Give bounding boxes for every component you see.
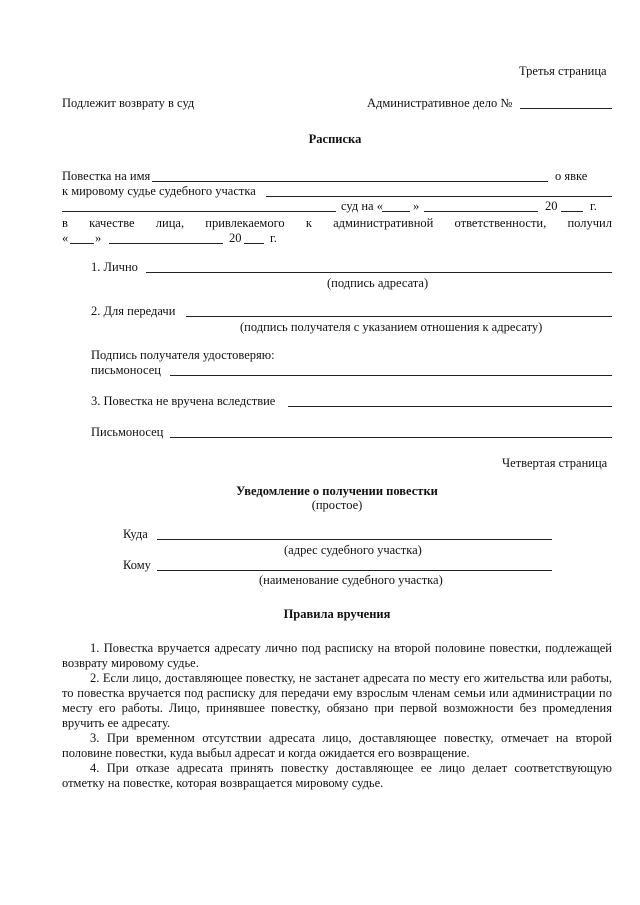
notice-title: Уведомление о получении повестки — [236, 484, 438, 498]
rule-paragraph: 2. Если лицо, доставляющее повестку, не застанет адресата по месту его жительства или работы, то повестка вручается под расписку для передачи ему взрослым членам семьи или администрации по месту его работы. Лицо, принявшее повестку, обязано при первой возможности без промедления вручить ее адресату. — [62, 671, 612, 730]
court-section-field[interactable] — [266, 196, 612, 197]
page4-label: Четвертая страница — [502, 456, 608, 470]
postman-label-1: письмоносец — [91, 363, 161, 377]
whom-label: Кому — [123, 558, 151, 572]
judge-label: к мировому судье судебного участка — [62, 184, 256, 198]
rules-title: Правила вручения — [283, 607, 391, 621]
received-year-prefix: 20 — [229, 231, 242, 245]
received-month-field[interactable] — [109, 243, 223, 244]
admin-case-label: Административное дело № — [367, 96, 513, 110]
received-day-field[interactable] — [70, 243, 94, 244]
received-year-field[interactable] — [244, 243, 264, 244]
court-date-close-quote: » — [413, 199, 420, 213]
item1-caption: (подпись адресата) — [327, 276, 429, 290]
role-line — [62, 216, 612, 231]
court-date-prefix: суд на « — [341, 199, 383, 213]
admin-case-number-field[interactable] — [520, 108, 612, 109]
rule-paragraph: 1. Повестка вручается адресату лично под расписку на второй половине повестки, подлежащей возврату мировому судье. — [62, 641, 612, 670]
certify-label: Подпись получателя удостоверяю: — [91, 348, 275, 362]
received-year-suffix: г. — [270, 231, 277, 245]
page3-label: Третья страница — [519, 64, 607, 78]
item1-label: 1. Лично — [91, 260, 138, 274]
addressee-signature-field[interactable] — [146, 272, 612, 273]
role-word: административной — [333, 216, 434, 230]
postman-label-2: Письмоносец — [91, 425, 164, 439]
whom-caption: (наименование судебного участка) — [259, 573, 443, 587]
role-word: в — [62, 216, 68, 230]
receipt-title: Расписка — [308, 132, 362, 146]
notice-subtitle: (простое) — [311, 498, 363, 512]
non-delivery-reason-field[interactable] — [288, 406, 612, 407]
received-date-close-quote: » — [95, 231, 102, 245]
rule-paragraph: 3. При временном отсутствии адресата лицо, доставляющее повестку, отмечает на второй половине повестки, куда выбыл адресат и когда ожидается его возвращение. — [62, 731, 612, 760]
role-word: лица, — [155, 216, 185, 230]
to-caption: (адрес судебного участка) — [284, 543, 422, 557]
court-year-prefix: 20 — [545, 199, 558, 213]
recipient-signature-field[interactable] — [186, 316, 612, 317]
whom-field[interactable] — [157, 570, 552, 571]
addressee-name-field[interactable] — [152, 181, 548, 182]
received-date-open-quote: « — [62, 231, 69, 245]
role-word: привлекаемого — [205, 216, 285, 230]
item2-caption: (подпись получателя с указанием отношения к адресату) — [240, 320, 543, 334]
role-word: к — [305, 216, 312, 230]
court-year-suffix: г. — [590, 199, 597, 213]
summons-name-label: Повестка на имя — [62, 169, 151, 183]
item2-label: 2. Для передачи — [91, 304, 176, 318]
return-note: Подлежит возврату в суд — [62, 96, 195, 110]
rule-paragraph: 4. При отказе адресата принять повестку доставляющее ее лицо делает соответствующую отметку на повестке, которая возвращается мировому судье. — [62, 761, 612, 790]
appearance-label: о явке — [555, 169, 588, 183]
role-word: получил — [567, 216, 612, 230]
postman-signature-field-1[interactable] — [170, 375, 612, 376]
role-word: ответственности, — [454, 216, 547, 230]
role-word: качестве — [89, 216, 135, 230]
court-month-field[interactable] — [424, 211, 538, 212]
postman-signature-field-2[interactable] — [170, 437, 612, 438]
to-address-field[interactable] — [157, 539, 552, 540]
court-year-field[interactable] — [561, 211, 583, 212]
to-label: Куда — [123, 527, 148, 541]
court-address-field[interactable] — [62, 211, 336, 212]
court-day-field[interactable] — [382, 211, 410, 212]
item3-label: 3. Повестка не вручена вследствие — [91, 394, 276, 408]
